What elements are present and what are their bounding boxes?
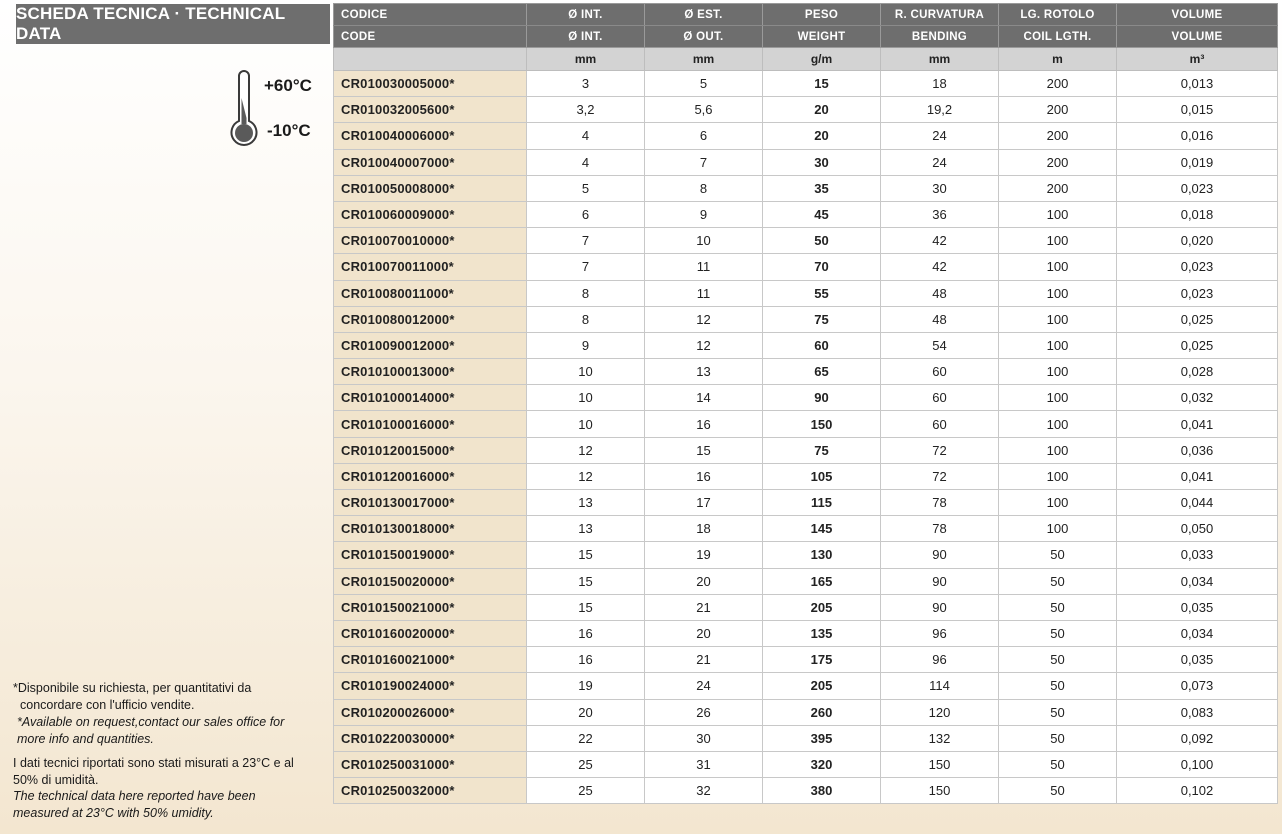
table-cell: 165	[763, 568, 881, 594]
table-cell: 90	[881, 594, 999, 620]
table-cell: 5	[645, 71, 763, 97]
table-cell: 19,2	[881, 97, 999, 123]
table-cell: 16	[527, 620, 645, 646]
table-cell: 55	[763, 280, 881, 306]
table-cell: 30	[881, 175, 999, 201]
table-cell: 100	[999, 437, 1117, 463]
column-header: BENDING	[881, 26, 999, 48]
table-row	[334, 620, 1278, 646]
table-row	[334, 175, 1278, 201]
product-code: CR010150020000*	[334, 568, 527, 594]
header-row-italian	[334, 4, 1278, 26]
footnotes	[13, 680, 313, 821]
table-cell: 50	[999, 542, 1117, 568]
table-row	[334, 699, 1278, 725]
table-cell: 42	[881, 228, 999, 254]
table-row	[334, 123, 1278, 149]
table-row	[334, 725, 1278, 751]
header-row-english	[334, 26, 1278, 48]
table-cell: 6	[645, 123, 763, 149]
table-cell: 205	[763, 673, 881, 699]
table-cell: 10	[527, 411, 645, 437]
table-cell: 20	[527, 699, 645, 725]
table-cell: 15	[645, 437, 763, 463]
table-cell: 10	[527, 385, 645, 411]
table-cell: 0,041	[1117, 411, 1278, 437]
table-cell: 100	[999, 385, 1117, 411]
table-cell: 100	[999, 359, 1117, 385]
table-cell: 0,033	[1117, 542, 1278, 568]
table-row	[334, 306, 1278, 332]
table-cell: 0,015	[1117, 97, 1278, 123]
table-row	[334, 463, 1278, 489]
table-row	[334, 97, 1278, 123]
column-header: CODE	[334, 26, 527, 48]
column-header: WEIGHT	[763, 26, 881, 48]
table-cell: 75	[763, 306, 881, 332]
table-cell: 45	[763, 201, 881, 227]
table-cell: 150	[881, 778, 999, 804]
product-code: CR010040006000*	[334, 123, 527, 149]
table-cell: 4	[527, 149, 645, 175]
column-header: LG. ROTOLO	[999, 4, 1117, 26]
table-cell: 70	[763, 254, 881, 280]
table-cell: 380	[763, 778, 881, 804]
table-cell: 15	[527, 568, 645, 594]
table-cell: 48	[881, 280, 999, 306]
table-cell: 13	[527, 490, 645, 516]
temperature-range	[228, 68, 324, 160]
table-cell: 7	[527, 254, 645, 280]
table-cell: 78	[881, 516, 999, 542]
table-cell: 0,100	[1117, 751, 1278, 777]
table-cell: 9	[527, 332, 645, 358]
table-cell: 0,041	[1117, 463, 1278, 489]
table-cell: 42	[881, 254, 999, 280]
table-row	[334, 751, 1278, 777]
table-cell: 0,025	[1117, 332, 1278, 358]
unit-cell	[334, 48, 527, 71]
table-row	[334, 280, 1278, 306]
table-cell: 50	[763, 228, 881, 254]
product-code: CR010120016000*	[334, 463, 527, 489]
table-cell: 24	[881, 149, 999, 175]
column-header: VOLUME	[1117, 26, 1278, 48]
conditions-note-en: The technical data here reported have been measured at 23°C with 50% umidity.	[13, 789, 256, 820]
table-cell: 22	[527, 725, 645, 751]
table-row	[334, 568, 1278, 594]
table-cell: 20	[645, 620, 763, 646]
table-cell: 6	[527, 201, 645, 227]
table-cell: 90	[881, 568, 999, 594]
table-cell: 12	[527, 463, 645, 489]
table-cell: 31	[645, 751, 763, 777]
product-code: CR010160021000*	[334, 647, 527, 673]
table-cell: 0,034	[1117, 620, 1278, 646]
table-cell: 175	[763, 647, 881, 673]
unit-cell: mm	[645, 48, 763, 71]
product-code: CR010080012000*	[334, 306, 527, 332]
unit-cell: g/m	[763, 48, 881, 71]
table-cell: 205	[763, 594, 881, 620]
table-cell: 60	[881, 411, 999, 437]
table-row	[334, 201, 1278, 227]
product-code: CR010100016000*	[334, 411, 527, 437]
table-cell: 0,023	[1117, 254, 1278, 280]
table-cell: 5,6	[645, 97, 763, 123]
product-code: CR010032005600*	[334, 97, 527, 123]
table-cell: 200	[999, 149, 1117, 175]
table-cell: 50	[999, 620, 1117, 646]
product-code: CR010120015000*	[334, 437, 527, 463]
table-cell: 100	[999, 490, 1117, 516]
table-cell: 19	[645, 542, 763, 568]
table-row	[334, 673, 1278, 699]
table-cell: 100	[999, 254, 1117, 280]
table-cell: 150	[881, 751, 999, 777]
unit-cell: m³	[1117, 48, 1278, 71]
column-header: PESO	[763, 4, 881, 26]
availability-note-it: *Disponibile su richiesta, per quantitativi da concordare con l'ufficio vendite.	[13, 681, 252, 712]
table-row	[334, 647, 1278, 673]
table-cell: 100	[999, 411, 1117, 437]
technical-data-table	[333, 3, 1278, 804]
product-code: CR010100014000*	[334, 385, 527, 411]
table-cell: 150	[763, 411, 881, 437]
table-row	[334, 516, 1278, 542]
table-cell: 105	[763, 463, 881, 489]
product-code: CR010130017000*	[334, 490, 527, 516]
units-row	[334, 48, 1278, 71]
table-cell: 15	[763, 71, 881, 97]
table-cell: 50	[999, 594, 1117, 620]
table-cell: 21	[645, 594, 763, 620]
table-cell: 0,083	[1117, 699, 1278, 725]
table-cell: 50	[999, 568, 1117, 594]
table-cell: 36	[881, 201, 999, 227]
unit-cell: m	[999, 48, 1117, 71]
table-cell: 54	[881, 332, 999, 358]
table-cell: 120	[881, 699, 999, 725]
table-cell: 75	[763, 437, 881, 463]
table-cell: 15	[527, 542, 645, 568]
product-code: CR010070010000*	[334, 228, 527, 254]
product-code: CR010250031000*	[334, 751, 527, 777]
table-cell: 320	[763, 751, 881, 777]
table-cell: 100	[999, 306, 1117, 332]
table-cell: 50	[999, 699, 1117, 725]
table-cell: 16	[645, 463, 763, 489]
table-cell: 11	[645, 280, 763, 306]
table-cell: 5	[527, 175, 645, 201]
table-cell: 0,019	[1117, 149, 1278, 175]
table-cell: 132	[881, 725, 999, 751]
table-row	[334, 385, 1278, 411]
unit-cell: mm	[881, 48, 999, 71]
column-header: COIL LGTH.	[999, 26, 1117, 48]
table-cell: 60	[881, 359, 999, 385]
availability-note-en: *Available on request,contact our sales office for more info and quantities.	[17, 715, 285, 746]
table-cell: 35	[763, 175, 881, 201]
table-cell: 0,092	[1117, 725, 1278, 751]
table-cell: 135	[763, 620, 881, 646]
table-cell: 100	[999, 280, 1117, 306]
table-cell: 18	[881, 71, 999, 97]
table-cell: 21	[645, 647, 763, 673]
unit-cell: mm	[527, 48, 645, 71]
table-row	[334, 332, 1278, 358]
table-row	[334, 778, 1278, 804]
product-code: CR010030005000*	[334, 71, 527, 97]
table-cell: 96	[881, 620, 999, 646]
table-cell: 20	[763, 123, 881, 149]
table-cell: 19	[527, 673, 645, 699]
table-cell: 12	[645, 306, 763, 332]
table-cell: 10	[527, 359, 645, 385]
table-cell: 0,023	[1117, 175, 1278, 201]
table-cell: 100	[999, 516, 1117, 542]
product-code: CR010150019000*	[334, 542, 527, 568]
column-header: VOLUME	[1117, 4, 1278, 26]
table-cell: 4	[527, 123, 645, 149]
table-cell: 0,013	[1117, 71, 1278, 97]
table-cell: 0,035	[1117, 647, 1278, 673]
product-code: CR010050008000*	[334, 175, 527, 201]
column-header: CODICE	[334, 4, 527, 26]
table-cell: 17	[645, 490, 763, 516]
table-cell: 0,020	[1117, 228, 1278, 254]
table-cell: 30	[645, 725, 763, 751]
table-cell: 114	[881, 673, 999, 699]
table-cell: 0,044	[1117, 490, 1278, 516]
table-cell: 7	[645, 149, 763, 175]
product-code: CR010100013000*	[334, 359, 527, 385]
table-cell: 3	[527, 71, 645, 97]
table-cell: 78	[881, 490, 999, 516]
table-cell: 90	[763, 385, 881, 411]
table-cell: 100	[999, 228, 1117, 254]
table-cell: 14	[645, 385, 763, 411]
table-cell: 20	[645, 568, 763, 594]
table-cell: 0,028	[1117, 359, 1278, 385]
table-cell: 200	[999, 71, 1117, 97]
table-cell: 72	[881, 463, 999, 489]
table-cell: 13	[645, 359, 763, 385]
table-row	[334, 254, 1278, 280]
table-row	[334, 437, 1278, 463]
table-cell: 20	[763, 97, 881, 123]
product-code: CR010040007000*	[334, 149, 527, 175]
min-temperature: -10°C	[267, 121, 311, 140]
product-code: CR010060009000*	[334, 201, 527, 227]
product-code: CR010160020000*	[334, 620, 527, 646]
table-cell: 9	[645, 201, 763, 227]
table-cell: 60	[881, 385, 999, 411]
table-cell: 50	[999, 778, 1117, 804]
product-code: CR010250032000*	[334, 778, 527, 804]
product-code: CR010190024000*	[334, 673, 527, 699]
product-code: CR010080011000*	[334, 280, 527, 306]
column-header: Ø OUT.	[645, 26, 763, 48]
column-header: R. CURVATURA	[881, 4, 999, 26]
table-cell: 100	[999, 463, 1117, 489]
table-cell: 3,2	[527, 97, 645, 123]
table-row	[334, 490, 1278, 516]
product-code: CR010150021000*	[334, 594, 527, 620]
product-code: CR010200026000*	[334, 699, 527, 725]
table-cell: 10	[645, 228, 763, 254]
table-row	[334, 594, 1278, 620]
table-cell: 260	[763, 699, 881, 725]
table-row	[334, 149, 1278, 175]
product-code: CR010090012000*	[334, 332, 527, 358]
table-cell: 0,018	[1117, 201, 1278, 227]
table-cell: 7	[527, 228, 645, 254]
table-cell: 0,016	[1117, 123, 1278, 149]
page-title: SCHEDA TECNICA · TECHNICAL DATA	[16, 4, 330, 44]
table-cell: 200	[999, 97, 1117, 123]
table-cell: 60	[763, 332, 881, 358]
table-cell: 16	[527, 647, 645, 673]
table-cell: 145	[763, 516, 881, 542]
table-row	[334, 411, 1278, 437]
table-cell: 24	[881, 123, 999, 149]
table-cell: 8	[527, 280, 645, 306]
table-row	[334, 359, 1278, 385]
table-cell: 72	[881, 437, 999, 463]
product-code: CR010130018000*	[334, 516, 527, 542]
table-cell: 18	[645, 516, 763, 542]
table-cell: 0,025	[1117, 306, 1278, 332]
column-header: Ø EST.	[645, 4, 763, 26]
table-cell: 26	[645, 699, 763, 725]
table-cell: 0,036	[1117, 437, 1278, 463]
table-cell: 100	[999, 201, 1117, 227]
table-cell: 8	[527, 306, 645, 332]
product-code: CR010220030000*	[334, 725, 527, 751]
thermometer-icon	[228, 68, 268, 160]
table-cell: 32	[645, 778, 763, 804]
table-cell: 115	[763, 490, 881, 516]
column-header: Ø INT.	[527, 4, 645, 26]
table-cell: 8	[645, 175, 763, 201]
table-cell: 200	[999, 123, 1117, 149]
table-cell: 13	[527, 516, 645, 542]
table-cell: 25	[527, 751, 645, 777]
table-cell: 15	[527, 594, 645, 620]
table-cell: 30	[763, 149, 881, 175]
table-cell: 11	[645, 254, 763, 280]
table-cell: 200	[999, 175, 1117, 201]
table-cell: 100	[999, 332, 1117, 358]
table-cell: 0,023	[1117, 280, 1278, 306]
table-cell: 395	[763, 725, 881, 751]
table-cell: 0,050	[1117, 516, 1278, 542]
table-cell: 25	[527, 778, 645, 804]
table-cell: 50	[999, 647, 1117, 673]
max-temperature: +60°C	[264, 76, 312, 95]
table-cell: 24	[645, 673, 763, 699]
column-header: Ø INT.	[527, 26, 645, 48]
table-cell: 50	[999, 751, 1117, 777]
table-row	[334, 71, 1278, 97]
table-cell: 0,034	[1117, 568, 1278, 594]
table-cell: 12	[645, 332, 763, 358]
table-cell: 50	[999, 725, 1117, 751]
table-cell: 48	[881, 306, 999, 332]
product-code: CR010070011000*	[334, 254, 527, 280]
table-cell: 50	[999, 673, 1117, 699]
table-row	[334, 228, 1278, 254]
table-cell: 0,102	[1117, 778, 1278, 804]
table-cell: 12	[527, 437, 645, 463]
table-cell: 65	[763, 359, 881, 385]
table-row	[334, 542, 1278, 568]
table-cell: 0,035	[1117, 594, 1278, 620]
table-cell: 0,073	[1117, 673, 1278, 699]
table-cell: 96	[881, 647, 999, 673]
table-cell: 130	[763, 542, 881, 568]
table-cell: 0,032	[1117, 385, 1278, 411]
table-cell: 16	[645, 411, 763, 437]
conditions-note-it: I dati tecnici riportati sono stati misurati a 23°C e al 50% di umidità.	[13, 756, 294, 787]
table-cell: 90	[881, 542, 999, 568]
